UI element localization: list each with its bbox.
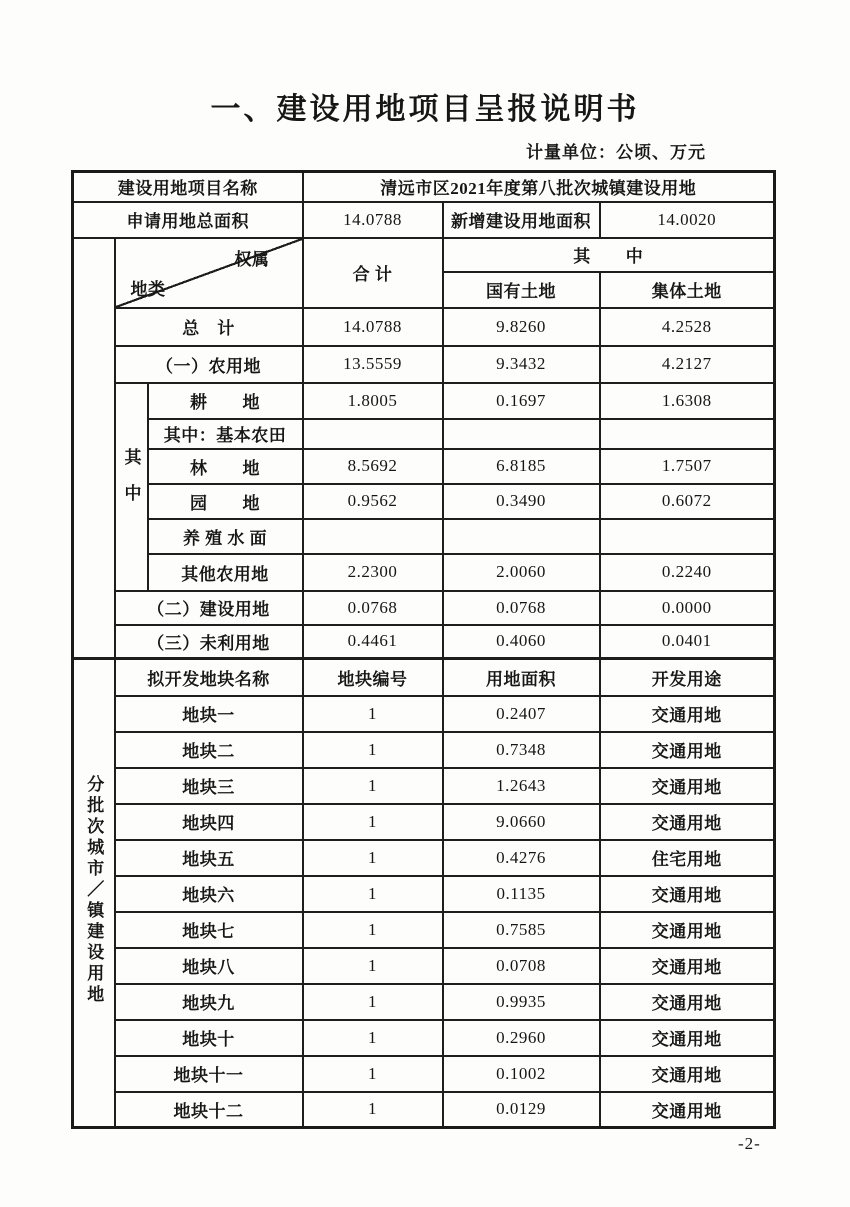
plot-name: 地块八 <box>115 948 303 984</box>
measurement-unit-note: 计量单位：公顷、万元 <box>526 143 706 162</box>
plot-area: 0.0129 <box>443 1092 600 1128</box>
plot-area: 0.1002 <box>443 1056 600 1092</box>
plot-use: 交通用地 <box>600 876 775 912</box>
plot-use: 交通用地 <box>600 804 775 840</box>
table-row <box>73 484 775 519</box>
land-row-total: 2.2300 <box>303 554 443 591</box>
plot-use: 住宅用地 <box>600 840 775 876</box>
plot-use: 交通用地 <box>600 912 775 948</box>
table-row <box>73 202 775 238</box>
plot-area: 0.2407 <box>443 696 600 732</box>
plot-name: 地块三 <box>115 768 303 804</box>
land-row-label: （一）农用地 <box>115 346 303 383</box>
plot-code: 1 <box>303 984 443 1020</box>
land-row-label: （二）建设用地 <box>115 591 303 625</box>
plot-use: 交通用地 <box>600 948 775 984</box>
land-row-label: 其中：基本农田 <box>148 419 303 449</box>
table-row <box>73 554 775 591</box>
plot-code: 1 <box>303 912 443 948</box>
plots-header-code: 地块编号 <box>303 659 443 696</box>
table-row <box>73 1020 775 1056</box>
land-row-collective: 1.7507 <box>600 449 775 484</box>
plot-name: 地块二 <box>115 732 303 768</box>
plot-code: 1 <box>303 876 443 912</box>
land-row-total: 8.5692 <box>303 449 443 484</box>
plot-code: 1 <box>303 1056 443 1092</box>
plot-name: 地块十 <box>115 1020 303 1056</box>
land-row-state: 9.3432 <box>443 346 600 383</box>
plot-name: 地块十二 <box>115 1092 303 1128</box>
plot-code: 1 <box>303 696 443 732</box>
plot-area: 0.7585 <box>443 912 600 948</box>
land-row-total: 14.0788 <box>303 308 443 346</box>
table-row <box>73 383 775 419</box>
plot-area: 0.7348 <box>443 732 600 768</box>
land-row-total: 0.0768 <box>303 591 443 625</box>
table-row <box>73 172 775 202</box>
table-row <box>73 659 775 696</box>
plot-name: 地块六 <box>115 876 303 912</box>
land-row-label: 其他农用地 <box>148 554 303 591</box>
table-row <box>73 625 775 659</box>
land-row-collective: 0.6072 <box>600 484 775 519</box>
land-row-collective: 4.2528 <box>600 308 775 346</box>
land-row-state <box>443 519 600 554</box>
new-area-value: 14.0020 <box>600 202 775 238</box>
plot-area: 9.0660 <box>443 804 600 840</box>
land-row-state: 6.8185 <box>443 449 600 484</box>
plot-code: 1 <box>303 1092 443 1128</box>
plot-code: 1 <box>303 840 443 876</box>
left-spacer-cell <box>73 238 115 659</box>
land-row-total: 13.5559 <box>303 346 443 383</box>
land-row-state: 0.3490 <box>443 484 600 519</box>
plot-use: 交通用地 <box>600 696 775 732</box>
table-row <box>73 591 775 625</box>
col-header-total: 合 计 <box>303 238 443 308</box>
table-row <box>73 1092 775 1128</box>
col-header-collective-land: 集体土地 <box>600 272 775 308</box>
diagonal-label-ownership: 权属 <box>234 249 270 269</box>
plot-code: 1 <box>303 732 443 768</box>
table-row <box>73 732 775 768</box>
land-report-table <box>71 170 776 1129</box>
side-label-qizhong-cell <box>115 383 148 591</box>
side-label-qizhong: 其中 <box>121 448 141 520</box>
table-row <box>73 984 775 1020</box>
project-name-label: 建设用地项目名称 <box>73 172 303 202</box>
land-row-total <box>303 419 443 449</box>
land-row-label: 养 殖 水 面 <box>148 519 303 554</box>
plot-code: 1 <box>303 804 443 840</box>
table-row <box>73 419 775 449</box>
land-row-collective: 0.0401 <box>600 625 775 659</box>
land-row-state: 9.8260 <box>443 308 600 346</box>
col-header-group: 其 中 <box>443 238 775 272</box>
diagonal-header-cell <box>115 238 303 308</box>
page-title: 一、建设用地项目呈报说明书 <box>210 93 640 126</box>
land-row-collective <box>600 519 775 554</box>
land-row-collective: 0.2240 <box>600 554 775 591</box>
plot-area: 0.9935 <box>443 984 600 1020</box>
table-row <box>73 876 775 912</box>
new-area-label: 新增建设用地面积 <box>443 202 600 238</box>
plots-header-name: 拟开发地块名称 <box>115 659 303 696</box>
plot-area: 1.2643 <box>443 768 600 804</box>
plot-name: 地块五 <box>115 840 303 876</box>
plot-name: 地块一 <box>115 696 303 732</box>
project-name-value: 清远市区2021年度第八批次城镇建设用地 <box>303 172 775 202</box>
land-row-label: 耕 地 <box>148 383 303 419</box>
plot-code: 1 <box>303 768 443 804</box>
land-row-label: 林 地 <box>148 449 303 484</box>
plot-name: 地块九 <box>115 984 303 1020</box>
side-label-plots: 分批次城市／镇建设用地 <box>84 775 104 1006</box>
land-row-total: 1.8005 <box>303 383 443 419</box>
land-row-collective <box>600 419 775 449</box>
plot-area: 0.1135 <box>443 876 600 912</box>
page-number: -2- <box>738 1134 761 1153</box>
land-row-state: 2.0060 <box>443 554 600 591</box>
land-row-state: 0.0768 <box>443 591 600 625</box>
land-row-state: 0.1697 <box>443 383 600 419</box>
plot-code: 1 <box>303 1020 443 1056</box>
land-row-state: 0.4060 <box>443 625 600 659</box>
plot-area: 0.2960 <box>443 1020 600 1056</box>
plot-use: 交通用地 <box>600 984 775 1020</box>
table-row <box>73 804 775 840</box>
plot-use: 交通用地 <box>600 1092 775 1128</box>
land-row-total: 0.4461 <box>303 625 443 659</box>
plot-area: 0.0708 <box>443 948 600 984</box>
plot-use: 交通用地 <box>600 1020 775 1056</box>
table-row <box>73 768 775 804</box>
land-row-collective: 1.6308 <box>600 383 775 419</box>
total-area-value: 14.0788 <box>303 202 443 238</box>
land-row-total <box>303 519 443 554</box>
diagonal-label-landtype: 地类 <box>130 279 166 299</box>
plot-use: 交通用地 <box>600 768 775 804</box>
land-row-collective: 0.0000 <box>600 591 775 625</box>
plot-use: 交通用地 <box>600 1056 775 1092</box>
land-row-total: 0.9562 <box>303 484 443 519</box>
land-row-label: （三）未利用地 <box>115 625 303 659</box>
table-row <box>73 912 775 948</box>
land-row-label: 园 地 <box>148 484 303 519</box>
plots-header-area: 用地面积 <box>443 659 600 696</box>
table-row <box>73 696 775 732</box>
table-row <box>73 238 775 272</box>
table-row <box>73 948 775 984</box>
plots-header-use: 开发用途 <box>600 659 775 696</box>
land-row-label: 总 计 <box>115 308 303 346</box>
table-row <box>73 449 775 484</box>
plot-name: 地块十一 <box>115 1056 303 1092</box>
side-label-plots-cell <box>73 659 115 1128</box>
plot-name: 地块七 <box>115 912 303 948</box>
table-row <box>73 346 775 383</box>
land-row-collective: 4.2127 <box>600 346 775 383</box>
table-row <box>73 519 775 554</box>
col-header-state-land: 国有土地 <box>443 272 600 308</box>
table-row <box>73 840 775 876</box>
plot-use: 交通用地 <box>600 732 775 768</box>
total-area-label: 申请用地总面积 <box>73 202 303 238</box>
table-row <box>73 1056 775 1092</box>
table-row <box>73 308 775 346</box>
plot-name: 地块四 <box>115 804 303 840</box>
plot-code: 1 <box>303 948 443 984</box>
plot-area: 0.4276 <box>443 840 600 876</box>
land-row-state <box>443 419 600 449</box>
